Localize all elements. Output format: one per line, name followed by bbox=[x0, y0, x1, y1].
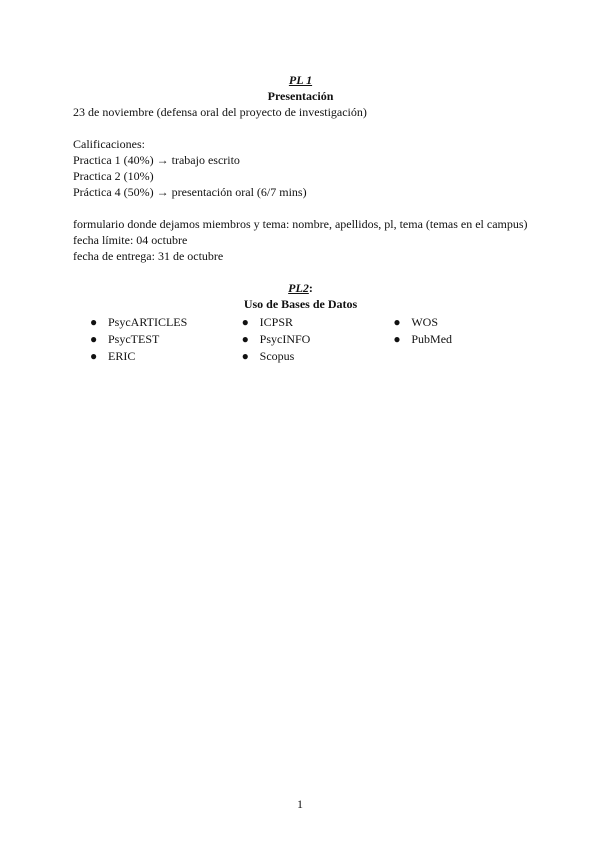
bullet-icon: ● bbox=[241, 332, 249, 346]
bullet-icon: ● bbox=[90, 315, 98, 329]
page-content bbox=[73, 72, 528, 365]
section1-subtitle: Presentación bbox=[267, 89, 334, 103]
list-item bbox=[73, 331, 225, 348]
bullet-icon: ● bbox=[90, 332, 98, 346]
section1-title: PL 1 bbox=[288, 73, 313, 87]
list-item bbox=[73, 314, 225, 331]
section2-subtitle: Uso de Bases de Datos bbox=[243, 297, 358, 311]
bullet-icon: ● bbox=[393, 315, 401, 329]
database-name: ICPSR bbox=[259, 315, 294, 329]
database-column bbox=[376, 314, 528, 365]
database-name: Scopus bbox=[259, 349, 295, 363]
spacer bbox=[73, 120, 528, 136]
section2-title-row bbox=[73, 280, 528, 296]
database-column bbox=[73, 314, 225, 365]
database-name: WOS bbox=[411, 315, 439, 329]
bullet-icon: ● bbox=[241, 315, 249, 329]
database-name: PubMed bbox=[411, 332, 453, 346]
bullet-icon: ● bbox=[241, 349, 249, 363]
list-item bbox=[225, 331, 377, 348]
bullet-icon: ● bbox=[90, 349, 98, 363]
delivery-text: fecha de entrega: 31 de octubre bbox=[73, 249, 224, 263]
grade-item: Práctica 4 (50%) → presentación oral (6/7 mins) bbox=[73, 185, 307, 199]
section1-title-row bbox=[73, 72, 528, 88]
database-name: ERIC bbox=[108, 349, 136, 363]
grade-item: Practica 1 (40%) → trabajo escrito bbox=[73, 153, 240, 167]
grade-item: Practica 2 (10%) bbox=[73, 169, 154, 183]
database-name: PsycINFO bbox=[259, 332, 311, 346]
bullet-icon: ● bbox=[393, 332, 401, 346]
form-text: formulario donde dejamos miembros y tema: nombre, apellidos, pl, tema (temas en el campus) bbox=[73, 217, 528, 231]
section2-title: PL2 bbox=[288, 281, 309, 295]
database-name: PsycTEST bbox=[108, 332, 160, 346]
database-name: PsycARTICLES bbox=[108, 315, 188, 329]
presentation-date: 23 de noviembre (defensa oral del proyecto de investigación) bbox=[73, 105, 367, 119]
deadline-text: fecha límite: 04 octubre bbox=[73, 233, 188, 247]
section2-title-suffix: : bbox=[308, 281, 313, 295]
spacer bbox=[73, 264, 528, 280]
list-item bbox=[225, 348, 377, 365]
page-number: 1 bbox=[297, 797, 303, 811]
spacer bbox=[73, 200, 528, 216]
list-item bbox=[73, 348, 225, 365]
database-list bbox=[73, 314, 528, 365]
grades-label: Calificaciones: bbox=[73, 137, 145, 151]
database-column bbox=[225, 314, 377, 365]
list-item bbox=[376, 314, 528, 331]
list-item bbox=[376, 331, 528, 348]
list-item bbox=[225, 314, 377, 331]
